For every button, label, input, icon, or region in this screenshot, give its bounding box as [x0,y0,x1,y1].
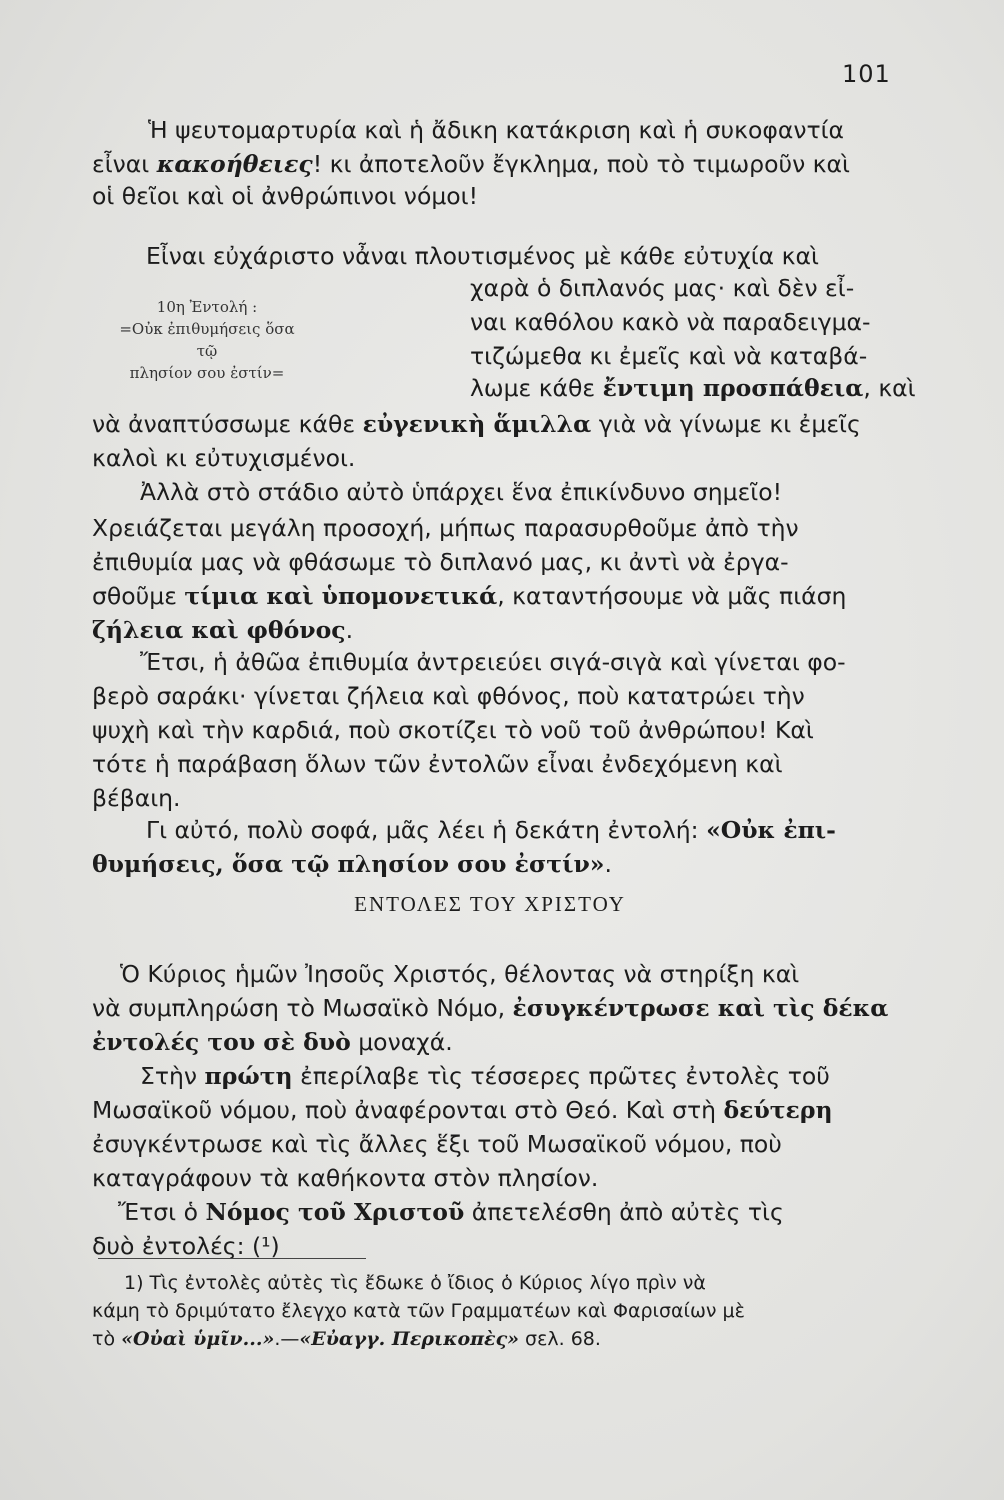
text-line: καταγράφουν τὰ καθήκοντα στὸν πλησίον. [92,1164,599,1192]
text-line: ἐσυγκέντρωσε καὶ τὶς ἄλλες ἕξι τοῦ Μωσαϊκοῦ νόμου, ποὺ [92,1130,782,1158]
text-line: Ἡ ψευτομαρτυρία καὶ ἡ ἄδικη κατάκριση καὶ ἡ συκοφαντία [148,116,845,144]
text-line: Ἀλλὰ στὸ στάδιο αὐτὸ ὑπάρχει ἕνα ἐπικίνδυνο σημεῖο! [140,478,783,506]
text-line: ναι καθόλου κακὸ νὰ παραδειγμα- [470,308,871,336]
text-line: Στὴν πρώτη ἐπερίλαβε τὶς τέσσερες πρῶτες ἐντολὲς τοῦ [140,1062,830,1090]
text-line: δυὸ ἐντολές: (¹) [92,1232,280,1260]
text-line: Ἔτσι ὁ Νόμος τοῦ Χριστοῦ ἀπετελέσθη ἀπὸ αὐτὲς τὶς [118,1198,784,1226]
text-line: Γι αὐτό, πολὺ σοφά, μᾶς λέει ἡ δεκάτη ἐντολή: «Οὐκ ἐπι- [146,816,836,844]
text-line: Ὁ Κύριος ἡμῶν Ἰησοῦς Χριστός, θέλοντας νὰ στηρίξη καὶ [120,960,800,988]
text-line: Ἔτσι, ἡ ἀθῶα ἐπιθυμία ἀντρειεύει σιγά-σιγὰ καὶ γίνεται φο- [140,648,846,676]
page-number: 101 [842,60,891,88]
text-line: εἶναι κακοήθειες! κι ἀποτελοῦν ἔγκλημα, ποὺ τὸ τιμωροῦν καὶ [92,150,850,178]
text-line: νὰ συμπληρώση τὸ Μωσαϊκὸ Νόμο, ἐσυγκέντρωσε καὶ τὶς δέκα [92,994,889,1022]
text-line: χαρὰ ὁ διπλανός μας· καὶ δὲν εἶ- [470,274,855,302]
text-line: νὰ ἀναπτύσσωμε κάθε εὐγενικὴ ἅμιλλα γιὰ νὰ γίνωμε κι ἐμεῖς [92,410,861,438]
text-line: Εἶναι εὐχάριστο νἆναι πλουτισμένος μὲ κάθε εὐτυχία καὶ [146,242,819,270]
footnote-line: 1) Τὶς ἐντολὲς αὐτὲς τὶς ἔδωκε ὁ ἴδιος ὁ Κύριος λίγο πρὶν νὰ [124,1272,706,1294]
text-line: καλοὶ κι εὐτυχισμένοι. [92,444,356,472]
text-line: ζήλεια καὶ φθόνος. [92,616,354,644]
footnote-line: τὸ «Οὐαὶ ὑμῖν...».—«Εὐαγγ. Περικοπὲς» σελ. 68. [92,1328,601,1350]
section-heading: ΕΝΤΟΛΕΣ ΤΟΥ ΧΡΙΣΤΟΥ [354,892,626,916]
footnote-rule [98,1258,366,1259]
text-line: βέβαιη. [92,784,181,812]
marginal-note: 10η Ἐντολή : =Οὐκ ἐπιθυμήσεις ὅσα τῷ πλησίον σου ἐστίν= [119,298,295,382]
text-line: θυμήσεις, ὅσα τῷ πλησίον σου ἐστίν». [92,850,612,878]
text-line: Μωσαϊκοῦ νόμου, ποὺ ἀναφέρονται στὸ Θεό. Καὶ στὴ δεύτερη [92,1096,833,1124]
text-line: τιζώμεθα κι ἐμεῖς καὶ νὰ καταβά- [470,342,868,370]
text-line: τότε ἡ παράβαση ὅλων τῶν ἐντολῶν εἶναι ἐνδεχόμενη καὶ [92,750,783,778]
text-line: Χρειάζεται μεγάλη προσοχή, μήπως παρασυρθοῦμε ἀπὸ τὴν [92,514,799,542]
footnote-line: κάμη τὸ δριμύτατο ἔλεγχο κατὰ τῶν Γραμματέων καὶ Φαρισαίων μὲ [92,1300,745,1322]
text-line: οἱ θεῖοι καὶ οἱ ἀνθρώπινοι νόμοι! [92,182,479,210]
text-line: βερὸ σαράκι· γίνεται ζήλεια καὶ φθόνος, ποὺ κατατρώει τὴν [92,682,805,710]
text-line: ψυχὴ καὶ τὴν καρδιά, ποὺ σκοτίζει τὸ νοῦ τοῦ ἀνθρώπου! Καὶ [92,716,814,744]
text-line: ἐντολές του σὲ δυὸ μοναχά. [92,1028,453,1056]
text-line: σθοῦμε τίμια καὶ ὑπομονετικά, καταντήσουμε νὰ μᾶς πιάση [92,582,847,610]
text-line: λωμε κάθε ἔντιμη προσπάθεια, καὶ [470,374,916,402]
text-line: ἐπιθυμία μας νὰ φθάσωμε τὸ διπλανό μας, κι ἀντὶ νὰ ἐργα- [92,548,789,576]
